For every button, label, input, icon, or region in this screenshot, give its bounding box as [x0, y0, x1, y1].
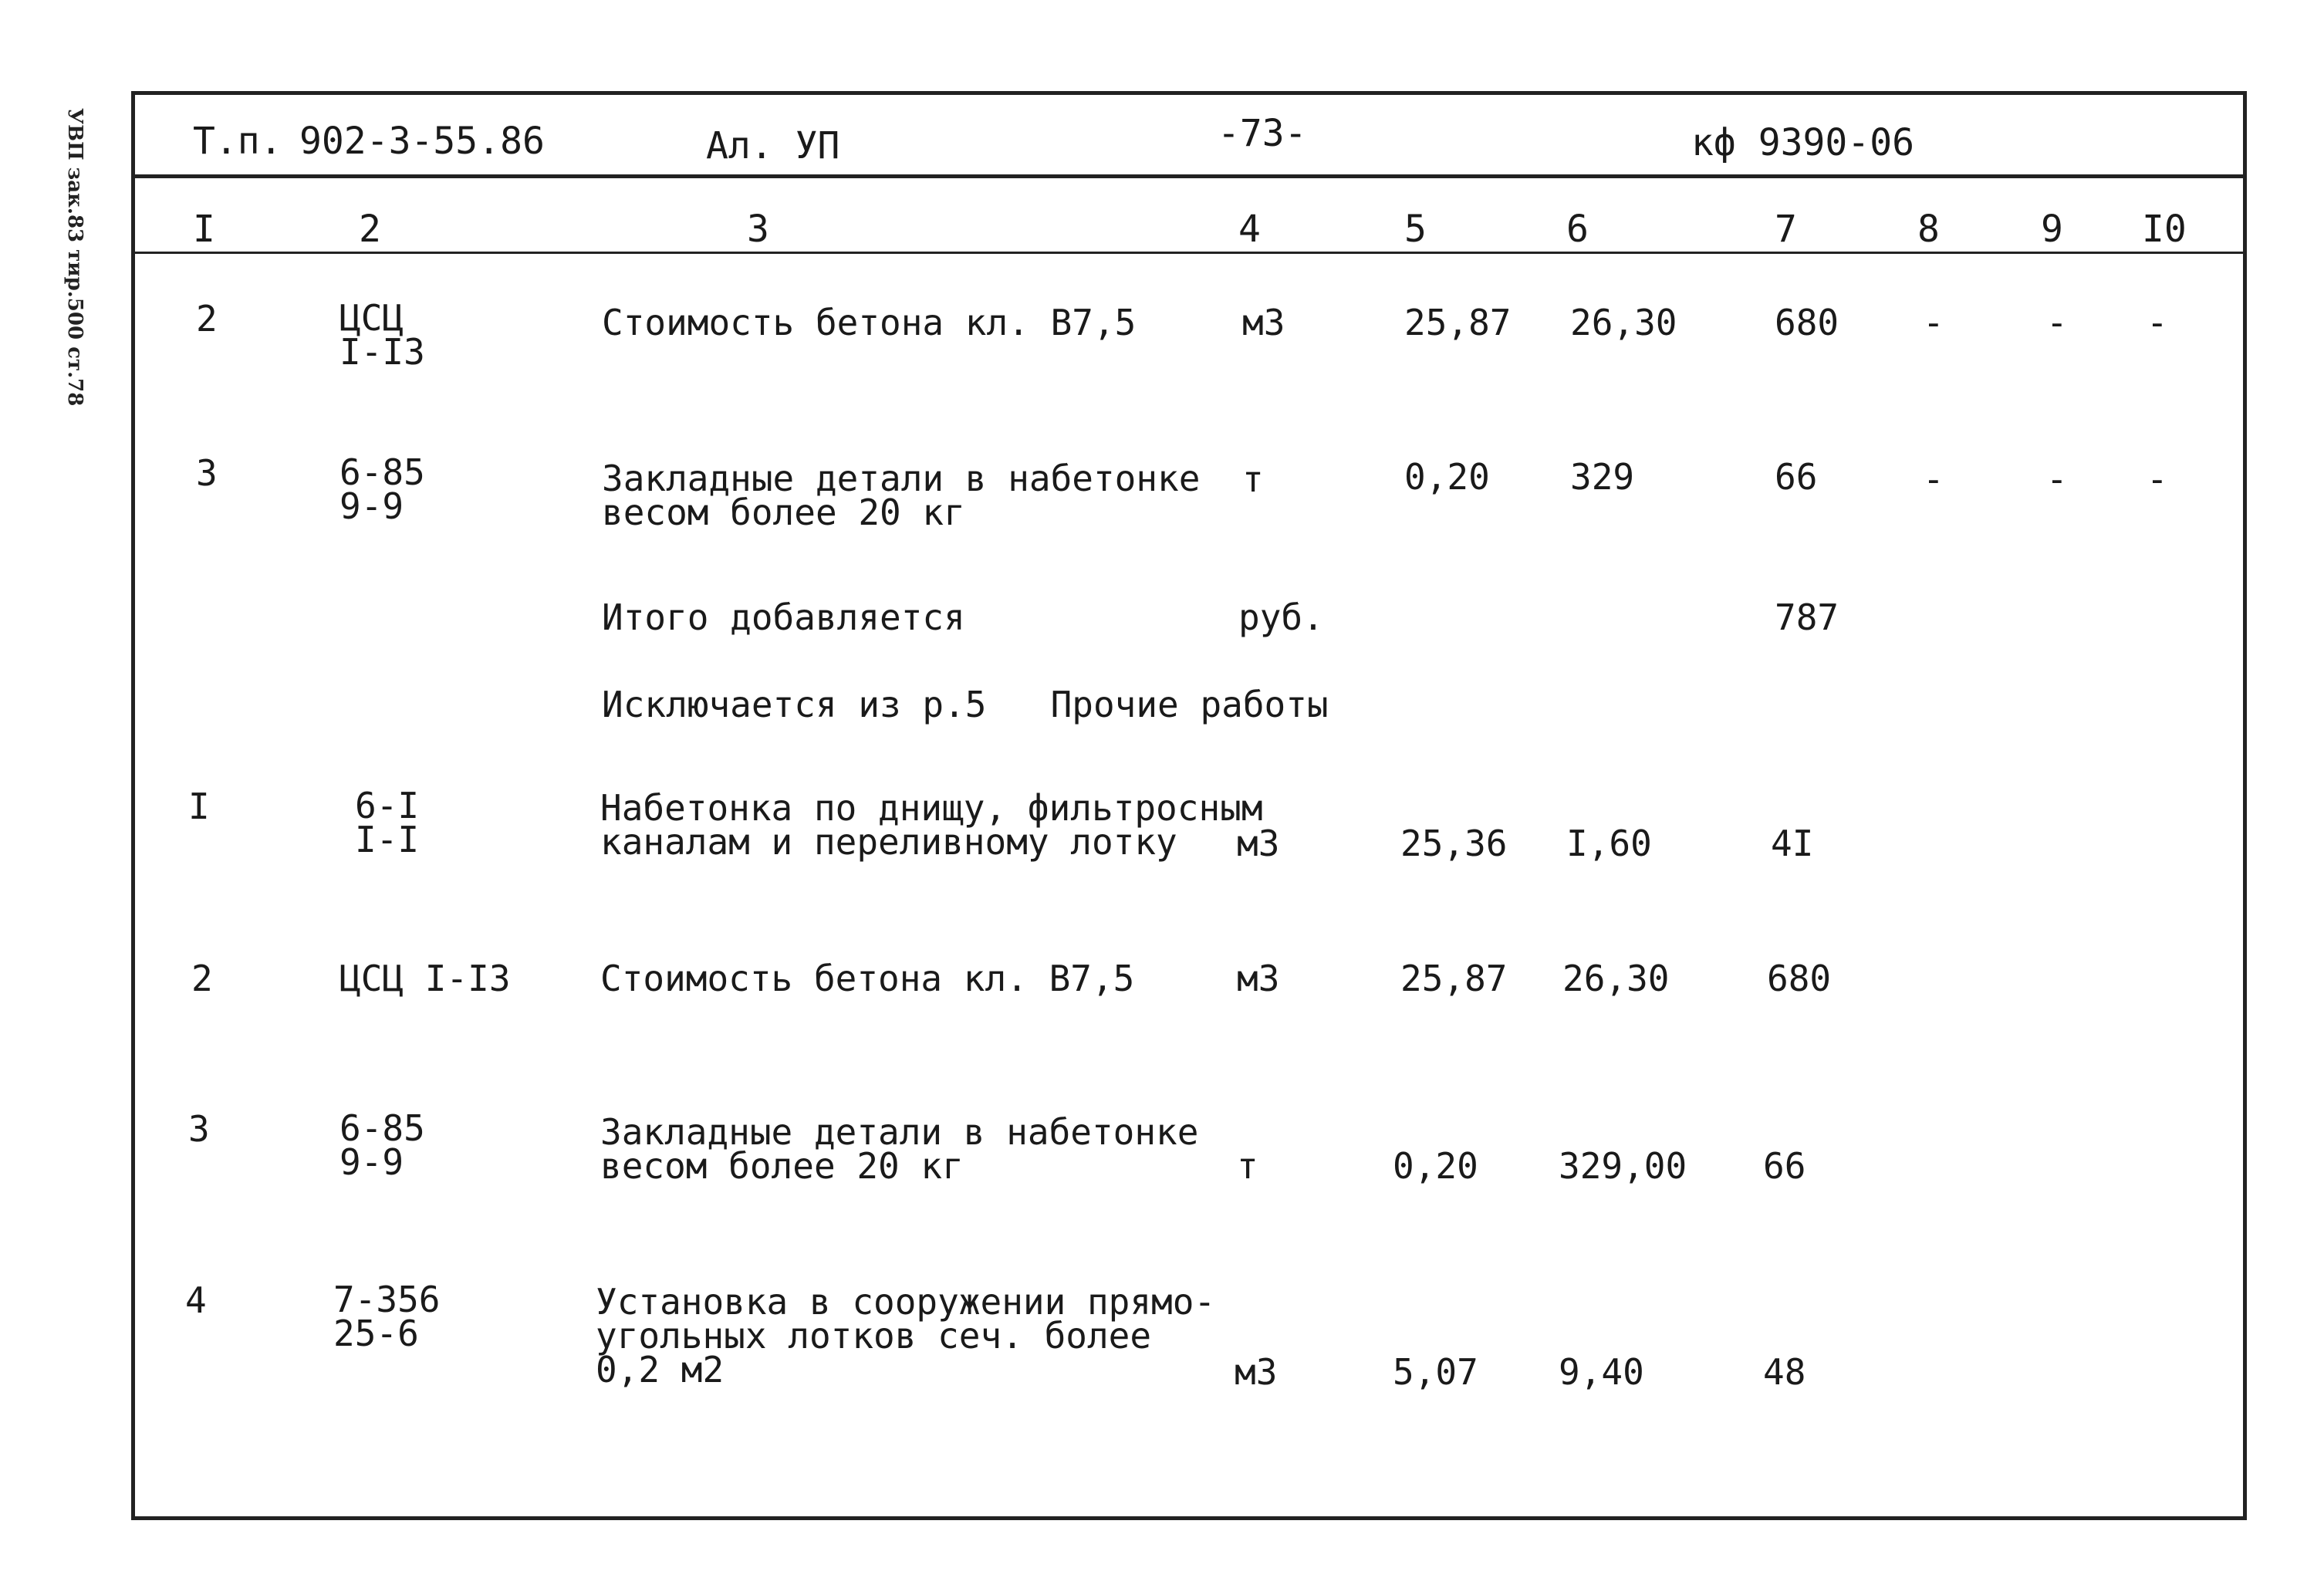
column-10-value: -: [2147, 302, 2168, 343]
price-code-line: 9-9: [339, 1141, 404, 1183]
price-code: [355, 785, 420, 860]
price-code-line: ЦСЦ: [339, 297, 404, 339]
subtotal-label: Итого добавляется: [602, 596, 965, 638]
column-10-value: -: [2147, 458, 2168, 500]
price-code: [339, 297, 425, 373]
work-name: [602, 458, 1201, 533]
work-name: Стоимость бетона кл. В7,5: [602, 302, 1137, 343]
row-number: 4: [185, 1279, 207, 1321]
unit: м3: [1237, 823, 1280, 864]
unit: т: [1242, 458, 1264, 500]
unit-price: 329,00: [1559, 1145, 1687, 1187]
project-number: 902-3-55.86: [299, 120, 545, 163]
price-code: ЦСЦ I-I3: [339, 958, 511, 999]
unit: т: [1237, 1145, 1258, 1187]
total-cost: 4I: [1771, 823, 1814, 864]
column-header: 4: [1238, 208, 1261, 251]
header-divider: [131, 174, 2247, 178]
price-code: [339, 451, 425, 527]
column-header-divider: [131, 252, 2247, 254]
price-code-line: 7-356: [333, 1279, 441, 1320]
column-header: 2: [359, 208, 381, 251]
column-header: 6: [1566, 208, 1589, 251]
work-name-line: Установка в сооружении прямо-: [596, 1281, 1216, 1323]
quantity: 5,07: [1393, 1351, 1478, 1393]
unit-price: 26,30: [1570, 302, 1677, 343]
work-name-line: каналам и переливному лотку: [600, 821, 1177, 863]
unit-price: 26,30: [1562, 958, 1670, 999]
price-code-line: I-I: [355, 819, 420, 860]
work-name-line: Набетонка по днищу, фильтросным: [600, 787, 1263, 829]
page-number: -73-: [1218, 112, 1307, 155]
album-label: Ал. УП: [706, 124, 840, 167]
total-cost: 66: [1775, 456, 1818, 498]
column-header: 8: [1917, 208, 1940, 251]
document-code: кф 9390-06: [1691, 121, 1914, 164]
row-number: 2: [196, 298, 218, 340]
column-9-value: -: [2046, 302, 2068, 343]
row-number: I: [188, 786, 210, 827]
column-header: I: [193, 208, 215, 251]
quantity: 25,36: [1400, 823, 1508, 864]
price-code-line: I-I3: [339, 331, 425, 373]
column-9-value: -: [2046, 458, 2068, 500]
price-code-line: 6-85: [339, 1107, 425, 1149]
side-stamp-text: УВП зак.83 тир.500 ст.78: [63, 108, 86, 407]
column-8-value: -: [1923, 302, 1944, 343]
quantity: 25,87: [1400, 958, 1508, 999]
quantity: 0,20: [1393, 1145, 1478, 1187]
subtotal-cost: 787: [1775, 596, 1839, 638]
row-number: 2: [191, 958, 213, 999]
unit-price: I,60: [1566, 823, 1652, 864]
column-header: 3: [747, 208, 769, 251]
work-name-line: угольных лотков сеч. более: [596, 1315, 1152, 1357]
total-cost: 48: [1763, 1351, 1806, 1393]
price-code-line: 25-6: [333, 1313, 419, 1354]
unit-price: 329: [1570, 456, 1635, 498]
price-code-line: 9-9: [339, 485, 404, 527]
unit-price: 9,40: [1559, 1351, 1644, 1393]
quantity: 0,20: [1404, 456, 1490, 498]
row-number: 3: [188, 1108, 210, 1150]
column-8-value: -: [1923, 458, 1944, 500]
price-code: [339, 1107, 425, 1183]
project-label: Т.п.: [193, 120, 282, 163]
work-name: [596, 1281, 1216, 1391]
unit: м3: [1237, 958, 1280, 999]
price-code-line: 6-I: [355, 785, 420, 826]
total-cost: 66: [1763, 1145, 1806, 1187]
unit: м3: [1242, 302, 1285, 343]
work-name-line: весом более 20 кг: [600, 1145, 964, 1187]
column-header: I0: [2142, 208, 2187, 251]
column-header: 7: [1775, 208, 1797, 251]
unit: руб.: [1238, 596, 1324, 638]
work-name-line: Закладные детали в набетонке: [602, 458, 1201, 499]
total-cost: 680: [1775, 302, 1839, 343]
price-code: [333, 1279, 441, 1354]
unit: м3: [1235, 1351, 1278, 1393]
section-heading: Исключается из р.5 Прочие работы: [602, 684, 1329, 725]
row-number: 3: [196, 452, 218, 494]
work-name-line: весом более 20 кг: [602, 492, 965, 533]
work-name: Стоимость бетона кл. В7,5: [600, 958, 1135, 999]
column-header: 9: [2041, 208, 2063, 251]
work-name: [600, 1111, 1199, 1187]
side-stamp: [48, 108, 102, 509]
total-cost: 680: [1767, 958, 1832, 999]
work-name: [600, 787, 1263, 863]
work-name-line: Закладные детали в набетонке: [600, 1111, 1199, 1153]
work-name-line: 0,2 м2: [596, 1349, 725, 1391]
quantity: 25,87: [1404, 302, 1512, 343]
price-code-line: 6-85: [339, 451, 425, 493]
column-header: 5: [1404, 208, 1427, 251]
